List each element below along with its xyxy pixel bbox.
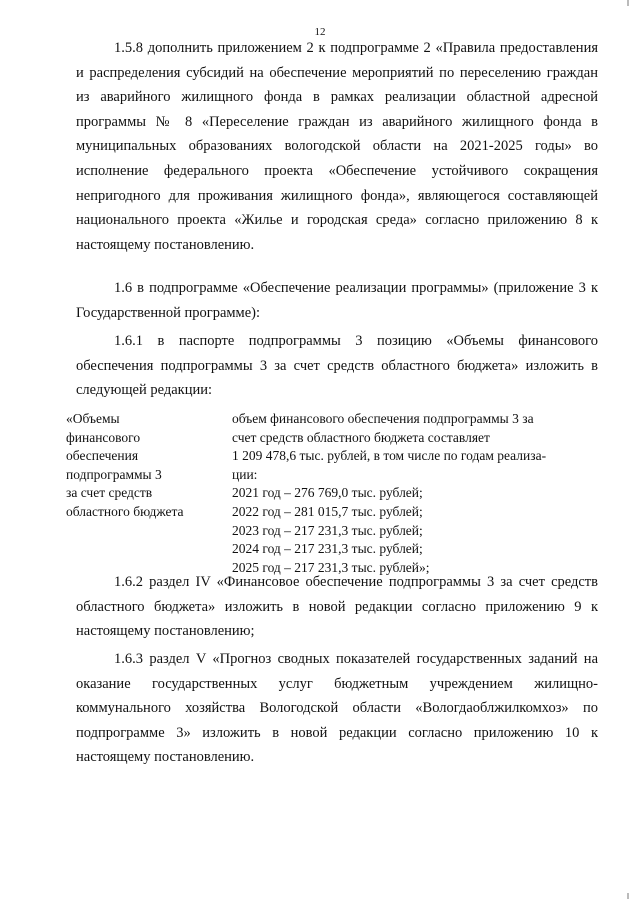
passport-left-line: обеспечения bbox=[66, 448, 139, 464]
passport-right-line: 2023 год – 217 231,3 тыс. рублей; bbox=[232, 522, 423, 538]
passport-left-line: подпрограммы 3 bbox=[66, 466, 162, 482]
scan-mark bbox=[627, 893, 629, 899]
passport-left-line: областного бюджета bbox=[66, 503, 184, 519]
passport-right-line: 1 209 478,6 тыс. рублей, в том числе по годам реализа- bbox=[232, 448, 547, 464]
paragraph-1-6-2: 1.6.2 раздел IV «Финансовое обеспечение подпрограммы 3 за счет средств областного бюджета» изложить в новой редакции согласно приложению 9 к настоящему постановлению; bbox=[76, 574, 598, 640]
passport-right-line: 2022 год – 281 015,7 тыс. рублей; bbox=[232, 503, 423, 519]
passport-right-line: ции: bbox=[232, 466, 258, 482]
passport-left-line: за счет средств bbox=[66, 485, 153, 501]
passport-field-value bbox=[232, 410, 592, 577]
passport-right-line: счет средств областного бюджета составляет bbox=[232, 429, 490, 445]
paragraph-1-6-3: 1.6.3 раздел V «Прогноз сводных показателей государственных заданий на оказание государственных услуг бюджетным учреждением жилищно-коммунального хозяйства Вологодской области «Вологдаоблжилкомхоз» по подпрограмме 3» изложить в новой редакции согласно приложению 10 к настоящему постановлению. bbox=[76, 651, 598, 766]
passport-right-line: 2025 год – 217 231,3 тыс. рублей»; bbox=[232, 559, 430, 575]
passport-right-line: 2024 год – 217 231,3 тыс. рублей; bbox=[232, 541, 423, 557]
paragraph-1-6: 1.6 в подпрограмме «Обеспечение реализации программы» (приложение 3 к Государственной программе): bbox=[76, 280, 598, 321]
page-number: 12 bbox=[314, 26, 326, 38]
passport-left-line: финансового bbox=[66, 429, 141, 445]
passport-left-line: «Объемы bbox=[66, 411, 120, 426]
passport-field-name bbox=[66, 410, 226, 522]
passport-right-line: объем финансового обеспечения подпрограммы 3 за bbox=[232, 411, 534, 426]
passport-right-line: 2021 год – 276 769,0 тыс. рублей; bbox=[232, 485, 423, 501]
paragraph-1-5-8: 1.5.8 дополнить приложением 2 к подпрограмме 2 «Правила предоставления и распределения субсидий на обеспечение мероприятий по переселению граждан из аварийного жилищного фонда в рамках реализации областной адресной программы № 8 «Переселение граждан из аварийного жилищного фонда в муниципальных образованиях вологодской области на 2021-2025 годы» во исполнение федерального проекта «Обеспечение устойчивого сокращения непригодного для проживания жилищного фонда», являющегося составляющей национального проекта «Жилье и городская среда» согласно приложению 8 к настоящему постановлению. bbox=[76, 40, 598, 253]
paragraph-1-6-1: 1.6.1 в паспорте подпрограммы 3 позицию «Объемы финансового обеспечения подпрограммы 3 за счет средств областного бюджета» изложить в следующей редакции: bbox=[76, 333, 598, 399]
scan-mark bbox=[627, 0, 629, 6]
